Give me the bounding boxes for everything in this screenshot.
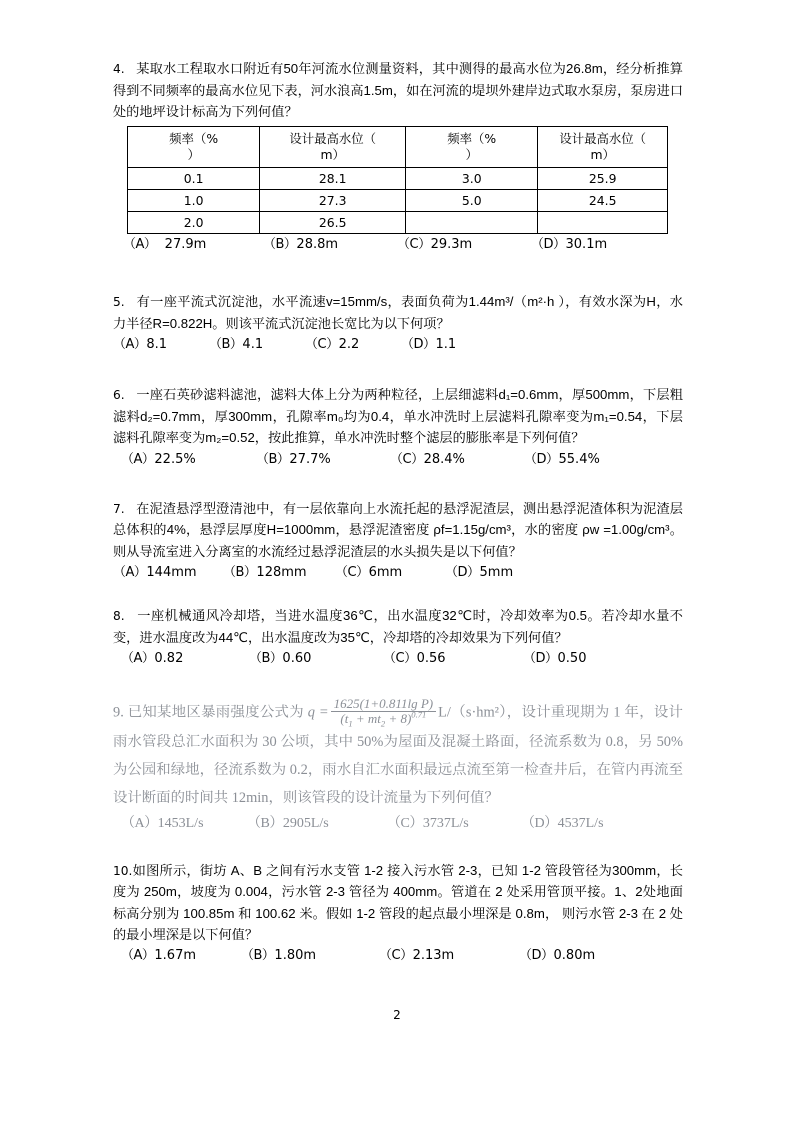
spacer bbox=[113, 255, 683, 291]
question-5 bbox=[113, 291, 683, 356]
table-cell: 25.9 bbox=[538, 167, 668, 189]
option-d[interactable]: （D）0.50 bbox=[523, 651, 587, 667]
table-cell: 1.0 bbox=[128, 189, 260, 211]
option-a[interactable]: （A）8.1 bbox=[113, 337, 168, 353]
option-d[interactable]: （D）4537L/s bbox=[521, 816, 604, 832]
option-c[interactable]: （C）28.4% bbox=[390, 451, 465, 467]
question-5-options bbox=[113, 335, 683, 356]
question-8 bbox=[113, 605, 683, 670]
option-a[interactable]: （A）0.82 bbox=[121, 651, 184, 667]
option-a[interactable]: （A）144mm bbox=[113, 565, 197, 581]
spacer bbox=[113, 356, 683, 384]
question-10-statement: 如图所示，街坊 A、B 之间有污水支管 1-2 接入污水管 2-3，已知 1-2 管段管径为300mm，长度为 250m，坡度为 0.004，污水管 2-3 管径为 400mm。管道在 2 处采用管顶平接。1、2处地面标高分别为 100.85m 和 100.62 米。假如 1-2 管段的起点最小埋深是 0.8m， 则污水管 2-3 在 2 处的最小埋深是以下何值？ bbox=[113, 862, 683, 943]
option-c[interactable]: （C）2.13m bbox=[379, 948, 455, 964]
option-b[interactable]: （B）28.8m bbox=[263, 236, 339, 252]
table-row bbox=[128, 189, 668, 211]
table-cell: 24.5 bbox=[538, 189, 668, 211]
question-9-statement-after: 设计重现期为 1 年，设计雨水管段总汇水面积为 30 公顷，其中 50%为屋面及混凝土路面，径流系数为 0.8，另 50%为公园和绿地，径流系数为 0.2，雨水自汇水面积最远点流至第一检查井后，在管内再流至设计断面的时间共 12min，则该管段的设计流量为下列何值？ bbox=[113, 704, 683, 807]
question-6-statement: 一座石英砂滤料滤池，滤料大体上分为两种粒径，上层细滤料d₁=0.6mm，厚500mm，下层粗滤料d₂=0.7mm，厚300mm，孔隙率m₀均为0.4，单水冲洗时上层滤料孔隙率变为m₁=0.54，下层滤料孔隙率变为m₂=0.52，按此推算，单水冲洗时整个滤层的膨胀率是下列何值？ bbox=[113, 387, 683, 446]
table-header-cell-frequency-2 bbox=[406, 126, 538, 167]
option-d[interactable]: （D）5mm bbox=[445, 565, 514, 581]
header-line-1: 频率（% bbox=[169, 131, 219, 147]
question-6-text bbox=[113, 384, 683, 449]
question-8-options bbox=[121, 649, 683, 670]
question-8-number: 8. bbox=[113, 608, 125, 623]
option-c[interactable]: （C）2.2 bbox=[305, 337, 360, 353]
option-a[interactable]: （A）22.5% bbox=[121, 451, 196, 467]
question-8-text bbox=[113, 605, 683, 648]
question-4-number: 4. bbox=[113, 62, 125, 76]
question-4-table bbox=[127, 126, 668, 234]
option-d[interactable]: （D）30.1m bbox=[531, 236, 608, 252]
formula-numerator: 1625(1+0.811lg P) bbox=[333, 695, 434, 711]
option-c[interactable]: （C）29.3m bbox=[397, 236, 473, 252]
question-10-options bbox=[121, 946, 683, 967]
table-row bbox=[128, 211, 668, 233]
question-6 bbox=[113, 384, 683, 470]
question-6-number: 6. bbox=[113, 388, 125, 403]
question-9-options bbox=[121, 813, 683, 835]
option-c[interactable]: （C）0.56 bbox=[383, 651, 446, 667]
question-10 bbox=[113, 860, 683, 968]
option-b[interactable]: （B）128mm bbox=[223, 565, 307, 581]
table-cell: 0.1 bbox=[128, 167, 260, 189]
question-4-statement: 某取水工程取水口附近有50年河流水位测量资料，其中测得的最高水位为26.8m，经分析推算得到不同频率的最高水位见下表，河水浪高1.5m，如在河流的堤坝外建岸边式取水泵房，泵房进口处的地坪设计标高为下列何值？ bbox=[113, 61, 684, 120]
question-6-options bbox=[121, 450, 683, 471]
table-header-cell-level-1 bbox=[260, 126, 406, 167]
option-b[interactable]: （B）0.60 bbox=[249, 651, 312, 667]
option-a[interactable]: （A）1453L/s bbox=[121, 816, 204, 832]
table-header-cell-frequency-1 bbox=[128, 126, 260, 167]
question-4 bbox=[113, 58, 683, 255]
spacer bbox=[113, 471, 683, 498]
question-10-text bbox=[113, 860, 683, 946]
question-5-number: 5. bbox=[113, 295, 125, 310]
table-row bbox=[128, 167, 668, 189]
question-7-text bbox=[113, 498, 683, 563]
option-b[interactable]: （B）1.80m bbox=[241, 948, 317, 964]
option-d[interactable]: （D）0.80m bbox=[519, 948, 596, 964]
table-cell bbox=[538, 211, 668, 233]
option-d[interactable]: （D）55.4% bbox=[524, 451, 600, 467]
question-8-statement: 一座机械通风冷却塔，当进水温度36℃，出水温度32℃时，冷却效率为0.5。若冷却水量不变，进水温度改为44℃，出水温度改为35℃，冷却塔的冷却效果为下列何值？ bbox=[113, 607, 683, 645]
question-4-options bbox=[123, 235, 683, 256]
table-cell: 28.1 bbox=[260, 167, 406, 189]
option-c[interactable]: （C）6mm bbox=[335, 565, 403, 581]
question-7-number: 7. bbox=[113, 501, 125, 516]
option-b[interactable]: （B）4.1 bbox=[209, 337, 264, 353]
table-cell: 3.0 bbox=[406, 167, 538, 189]
header-line-2: ） bbox=[187, 146, 200, 162]
formula-units: L/（s·hm²）， bbox=[438, 704, 522, 721]
spacer bbox=[113, 584, 683, 605]
question-9-statement-before: 已知某地区暴雨强度公式为 bbox=[127, 704, 304, 721]
table-cell: 26.5 bbox=[260, 211, 406, 233]
question-9-text bbox=[113, 695, 683, 812]
page-content bbox=[113, 58, 683, 967]
question-7 bbox=[113, 498, 683, 584]
question-5-statement: 有一座平流式沉淀池，水平流速v=15mm/s，表面负荷为1.44m³/（m²·h ），有效水深为H，水力半径R=0.822H。则该平流式沉淀池长宽比为以下何项？ bbox=[113, 294, 683, 332]
header-line-1: 设计最高水位（ bbox=[559, 131, 647, 147]
spacer bbox=[113, 836, 683, 860]
table-header-cell-level-2 bbox=[538, 126, 668, 167]
formula-lhs: q = bbox=[307, 704, 329, 721]
question-5-text bbox=[113, 291, 683, 334]
table-cell: 5.0 bbox=[406, 189, 538, 211]
option-c[interactable]: （C）3737L/s bbox=[387, 816, 469, 832]
spacer bbox=[113, 670, 683, 698]
header-line-2: m） bbox=[320, 146, 345, 162]
table-cell: 2.0 bbox=[128, 211, 260, 233]
question-7-statement: 在泥渣悬浮型澄清池中，有一层依靠向上水流托起的悬浮泥渣层，测出悬浮泥渣体积为泥渣层总体积的4%，悬浮层厚度H=1000mm，悬浮泥渣密度 ρf=1.15g/cm³，水的密度 ρw =1.00g/cm³。则从导流室进入分离室的水流经过悬浮泥渣层的水头损失是以下何值？ bbox=[113, 500, 683, 559]
option-d[interactable]: （D）1.1 bbox=[401, 337, 457, 353]
rainfall-intensity-formula bbox=[331, 697, 437, 727]
question-9 bbox=[113, 695, 683, 836]
question-7-options bbox=[113, 563, 683, 584]
header-line-2: m） bbox=[590, 146, 615, 162]
header-line-1: 设计最高水位（ bbox=[289, 131, 377, 147]
option-a[interactable]: （A）1.67m bbox=[121, 948, 197, 964]
question-9-number: 9. bbox=[113, 704, 124, 721]
option-b[interactable]: （B）27.7% bbox=[256, 451, 331, 467]
table-cell: 27.3 bbox=[260, 189, 406, 211]
header-line-2: ） bbox=[465, 146, 478, 162]
formula-denominator: $(t_1 + mt_2 + 8)^{0.71}$ bbox=[331, 711, 437, 727]
question-4-text bbox=[113, 58, 683, 123]
header-line-1: 频率（% bbox=[447, 131, 497, 147]
question-10-number: 10. bbox=[113, 863, 133, 878]
page-number: 2 bbox=[393, 1008, 401, 1022]
table-header-row bbox=[128, 126, 668, 167]
option-b[interactable]: （B）2905L/s bbox=[247, 816, 329, 832]
table-cell bbox=[406, 211, 538, 233]
option-a[interactable]: （A） 27.9m bbox=[123, 236, 207, 252]
